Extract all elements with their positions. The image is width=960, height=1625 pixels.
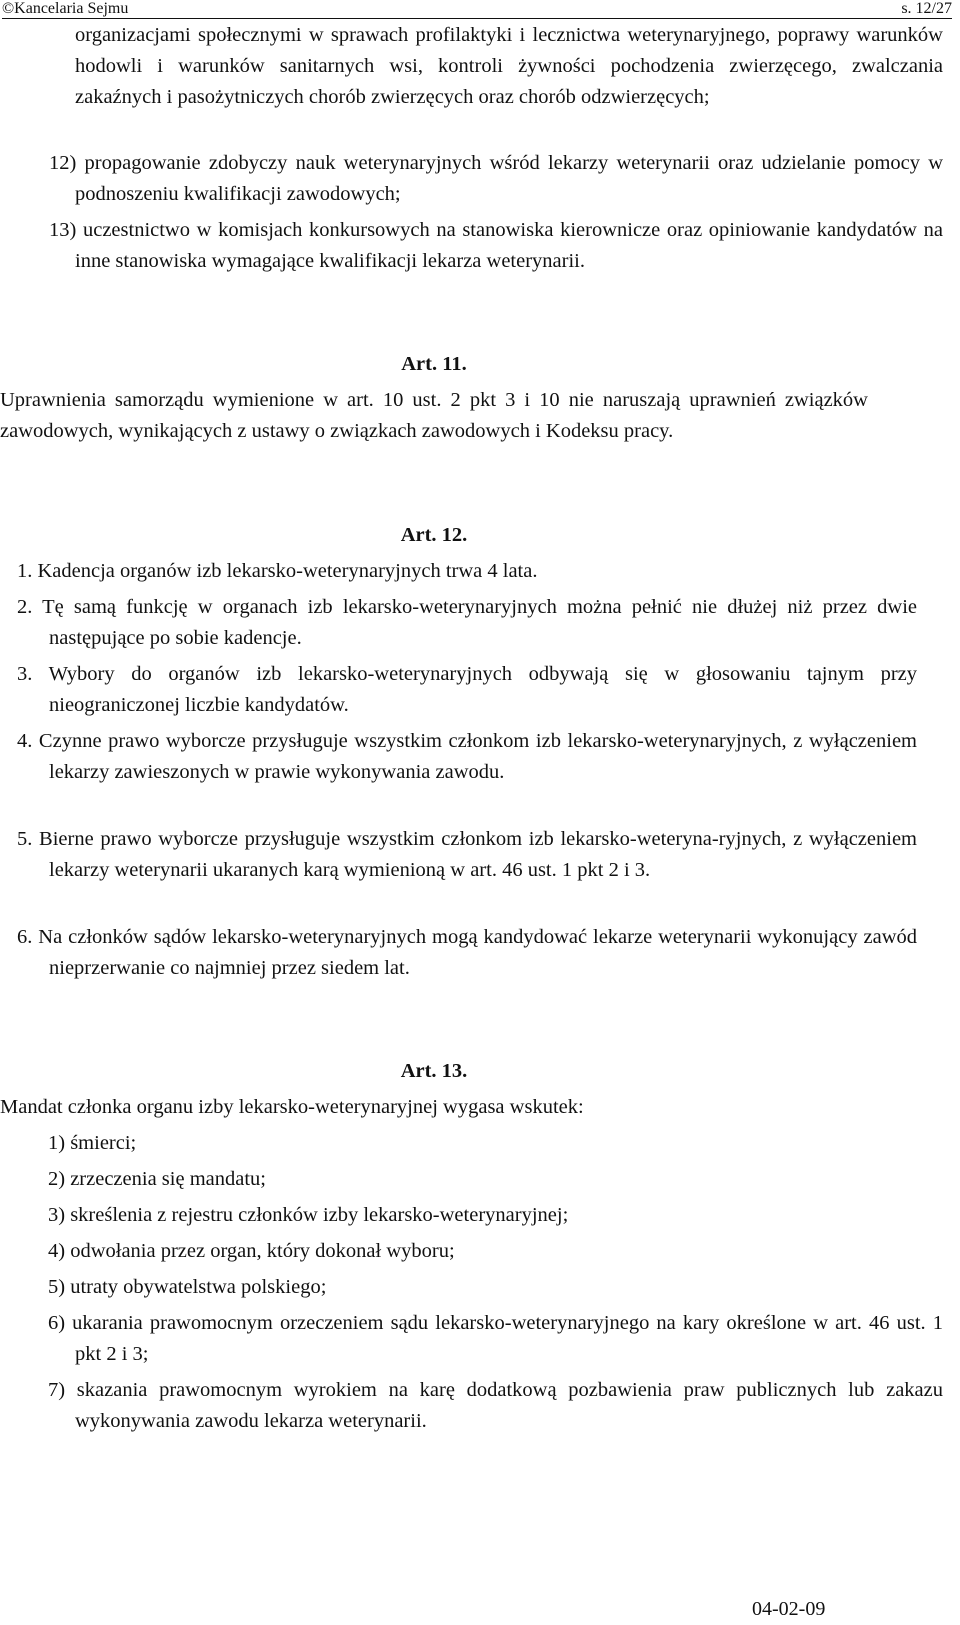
art13-item-1: 1) śmierci; bbox=[48, 1132, 137, 1154]
art13-intro: Mandat członka organu izby lekarsko-weterynaryjnej wygasa wskutek: bbox=[0, 1096, 584, 1118]
art11-text: Uprawnienia samorządu wymienione w art. 10 ust. 2 pkt 3 i 10 nie naruszają uprawnień związków zawodowych, wynikających z ustawy o związkach zawodowych i Kodeksu pracy. bbox=[0, 389, 868, 442]
art13-item-6: 6) ukarania prawomocnym orzeczeniem sądu lekarsko-weterynaryjnego na kary określone w art. 46 ust. 1 pkt 2 i 3; bbox=[48, 1312, 943, 1365]
art12-item-5: 5. Bierne prawo wyborcze przysługuje wszystkim członkom izb lekarsko-weteryna-ryjnych, z wyłączeniem lekarzy weterynarii ukaranych karą wymienioną w art. 46 ust. 1 pkt 2 i 3. bbox=[17, 828, 917, 881]
art13-item-7: 7) skazania prawomocnym wyrokiem na karę dodatkową pozbawienia praw publicznych lub zakazu wykonywania zawodu lekarza weterynarii. bbox=[48, 1379, 943, 1432]
art10-item-12: 12) propagowanie zdobyczy nauk weterynaryjnych wśród lekarzy weterynarii oraz udzielanie pomocy w podnoszeniu kwalifikacji zawodowych; bbox=[49, 152, 943, 205]
art13-item-2: 2) zrzeczenia się mandatu; bbox=[48, 1168, 266, 1190]
art12-item-6: 6. Na członków sądów lekarsko-weterynaryjnych mogą kandydować lekarze weterynarii wykonujący zawód nieprzerwanie co najmniej przez siedem lat. bbox=[17, 926, 917, 979]
header-divider bbox=[2, 18, 952, 19]
art13-heading: Art. 13. bbox=[400, 1060, 468, 1082]
art13-item-4: 4) odwołania przez organ, który dokonał wyboru; bbox=[48, 1240, 455, 1262]
art13-item-3: 3) skreślenia z rejestru członków izby lekarsko-weterynaryjnej; bbox=[48, 1204, 569, 1226]
art12-item-2: 2. Tę samą funkcję w organach izb lekarsko-weterynaryjnych można pełnić nie dłużej niż przez dwie następujące po sobie kadencje. bbox=[17, 596, 917, 649]
footer-date: 04-02-09 bbox=[752, 1598, 826, 1620]
art10-item-11-continuation: organizacjami społecznymi w sprawach profilaktyki i lecznictwa weterynaryjnego, poprawy warunków hodowli i warunków sanitarnych wsi, kontroli żywności pochodzenia zwierzęcego, zwalczania zakaźnych i pasożytniczych chorób zwierzęcych oraz chorób odzwierzęcych; bbox=[75, 24, 943, 108]
art11-heading: Art. 11. bbox=[401, 353, 467, 375]
art12-heading: Art. 12. bbox=[400, 524, 468, 546]
art12-item-1: 1. Kadencja organów izb lekarsko-weterynaryjnych trwa 4 lata. bbox=[17, 560, 538, 582]
art12-item-3: 3. Wybory do organów izb lekarsko-weterynaryjnych odbywają się w głosowaniu tajnym przy nieograniczonej liczbie kandydatów. bbox=[17, 663, 917, 716]
art12-item-4: 4. Czynne prawo wyborcze przysługuje wszystkim członkom izb lekarsko-weterynaryjnych, z wyłączeniem lekarzy zawieszonych w prawie wykonywania zawodu. bbox=[17, 730, 917, 783]
art10-item-13: 13) uczestnictwo w komisjach konkursowych na stanowiska kierownicze oraz opiniowanie kandydatów na inne stanowiska wymagające kwalifikacji lekarza weterynarii. bbox=[49, 219, 943, 272]
page-number: s. 12/27 bbox=[901, 0, 952, 17]
page-header bbox=[2, 0, 952, 20]
art13-item-5: 5) utraty obywatelstwa polskiego; bbox=[48, 1276, 327, 1298]
source-label: ©Kancelaria Sejmu bbox=[2, 0, 129, 17]
